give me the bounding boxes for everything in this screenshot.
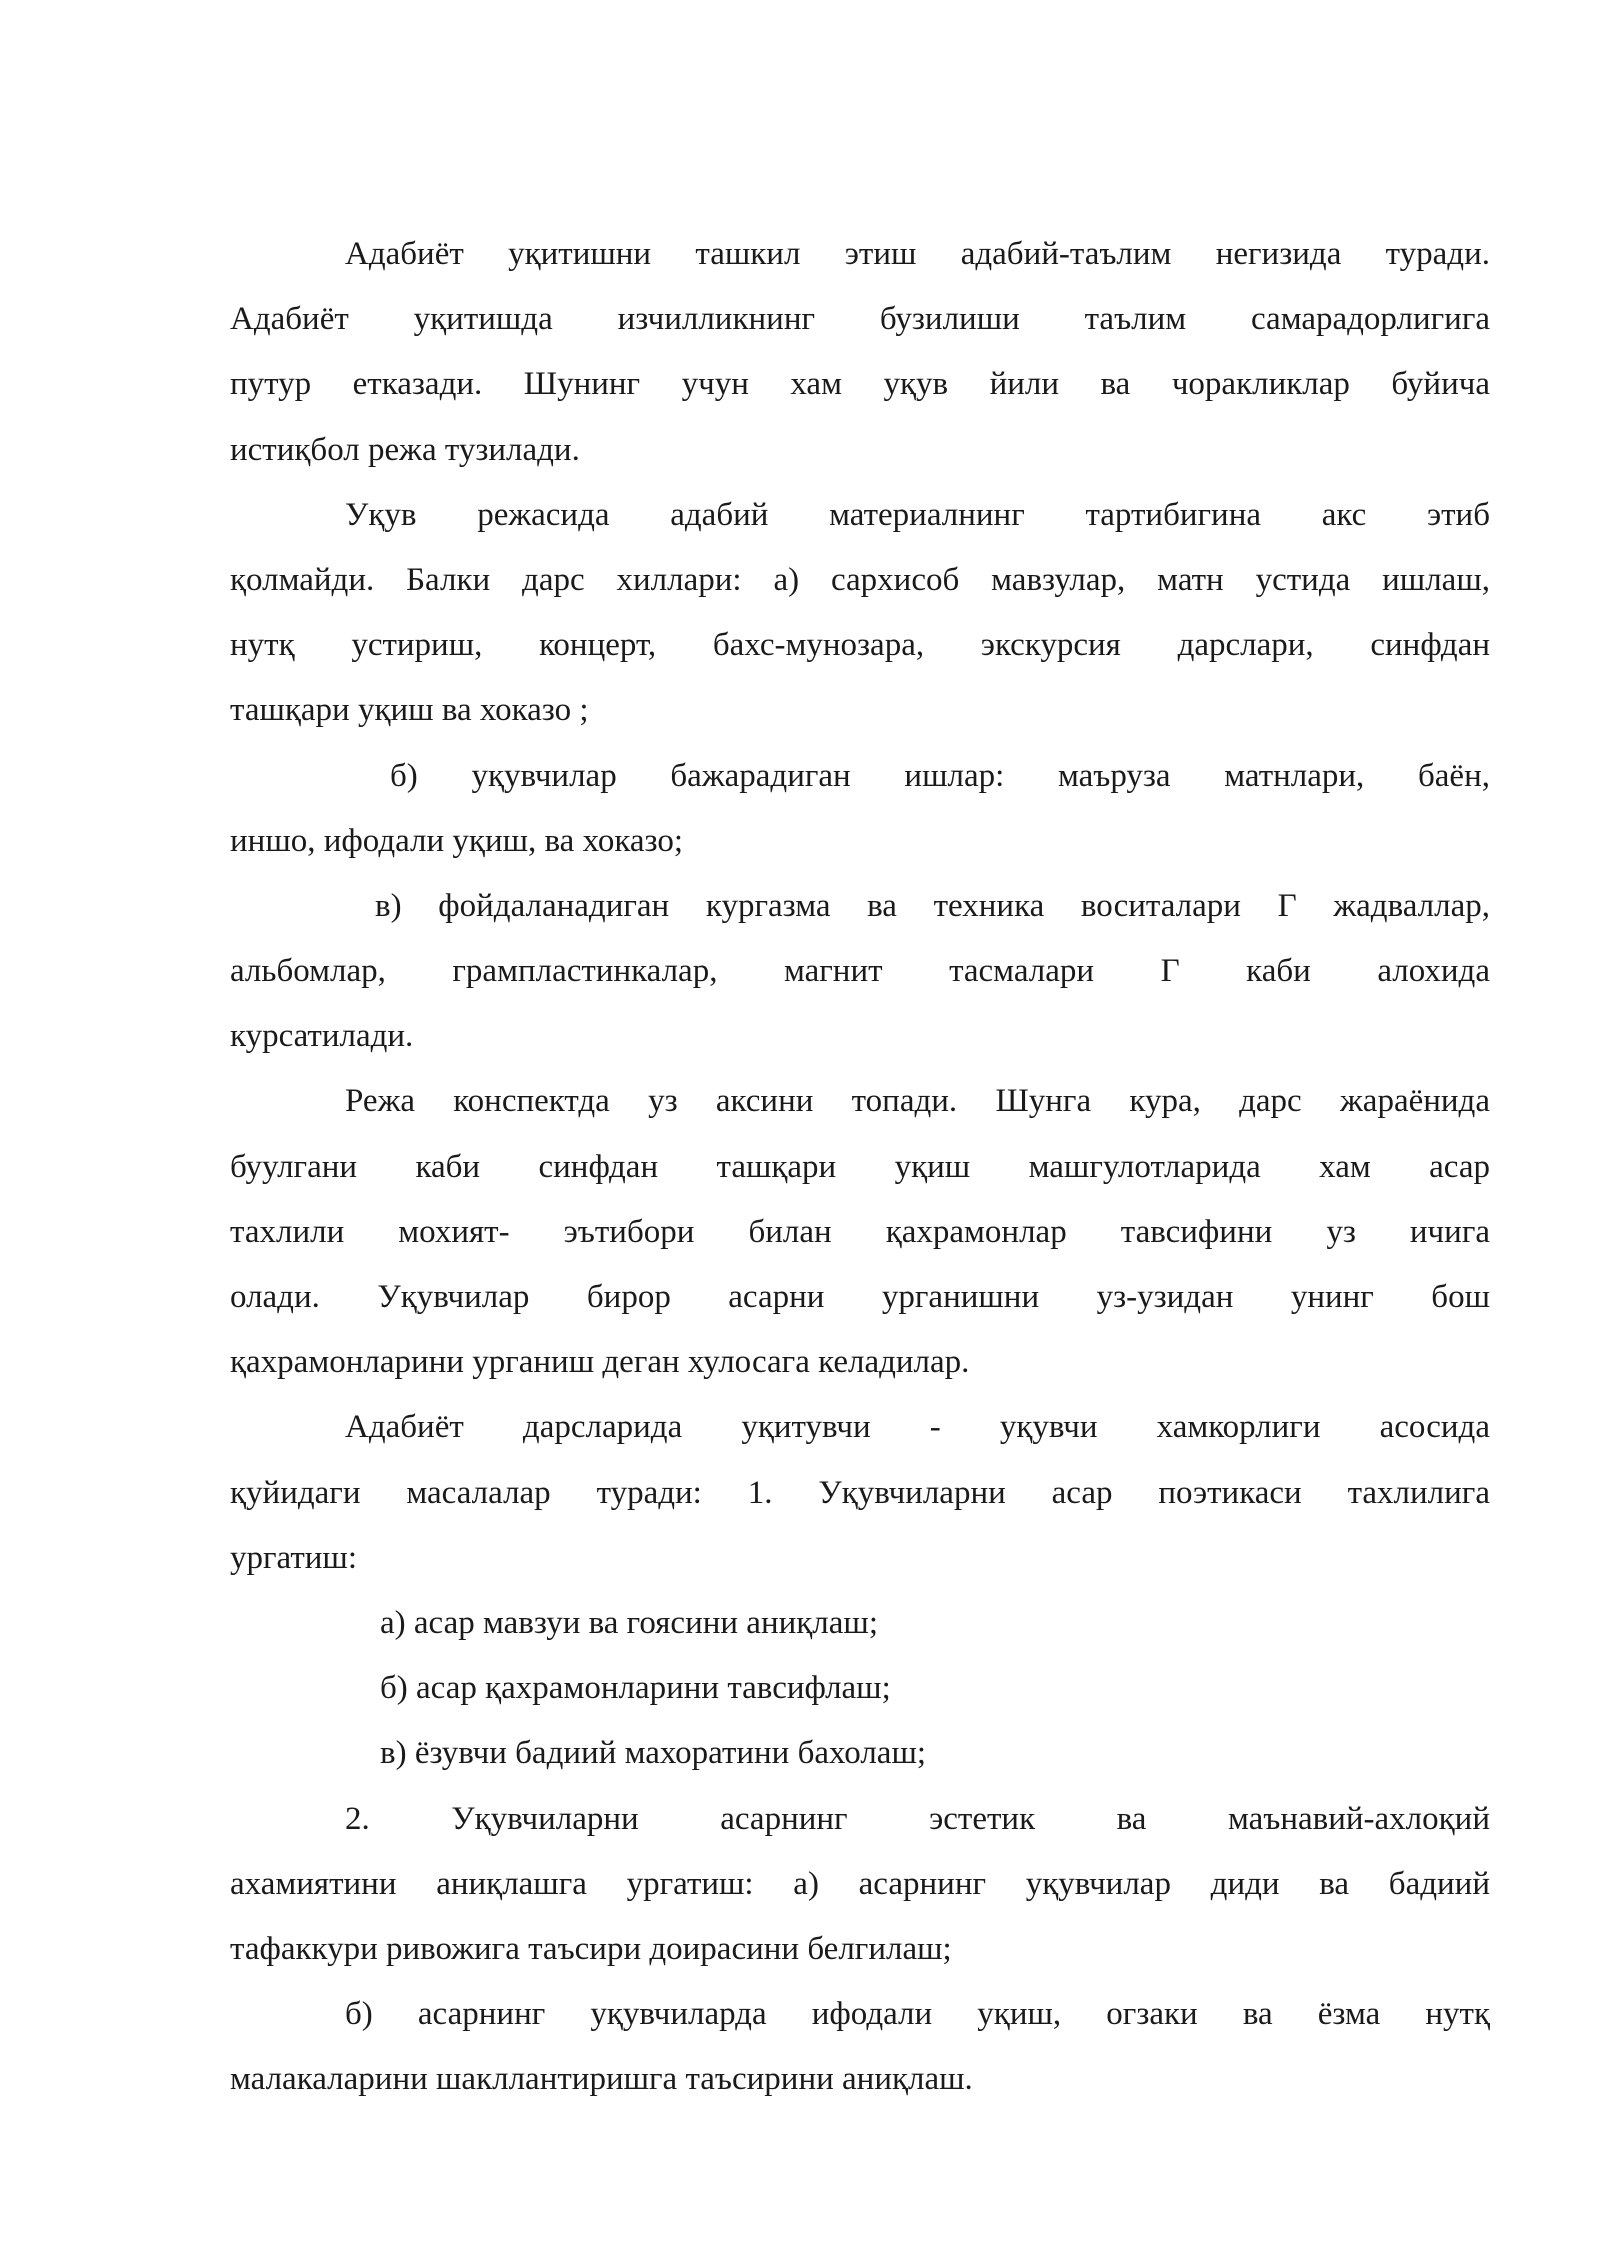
paragraph-line: курсатилади. [230, 1018, 414, 1055]
paragraph-line: альбомлар, грампластинкалар, магнит тасмалари Г каби алохида [230, 953, 1490, 990]
paragraph-line: Режа конспектда уз аксини топади. Шунга кура, дарс жараёнида [345, 1083, 1490, 1120]
paragraph-line: нутқ устириш, концерт, бахс-мунозара, экскурсия дарслари, синфдан [230, 627, 1490, 664]
paragraph-line: малакаларини шакллантиришга таъсирини аниқлаш. [230, 2061, 973, 2098]
list-item: а) асар мавзуи ва гоясини аниқлаш; [380, 1604, 878, 1641]
paragraph-line: тахлили мохият- эътибори билан қахрамонлар тавсифини уз ичига [230, 1213, 1490, 1250]
paragraph-line: олади. Уқувчилар бирор асарни урганишни уз-узидан унинг бош [230, 1279, 1490, 1315]
paragraph-line: Адабиёт уқитишни ташкил этиш адабий-таълим негизида туради. [345, 236, 1490, 272]
paragraph-line: Уқув режасида адабий материалнинг тартибигина акс этиб [345, 496, 1490, 533]
paragraph-line: қуйидаги масалалар туради: 1. Уқувчиларни асар поэтикаси тахлилига [230, 1474, 1490, 1511]
paragraph-line: қолмайди. Балки дарс хиллари: а) сархисоб мавзулар, матн устида ишлаш, [230, 561, 1490, 598]
paragraph-line: ургатиш: [230, 1539, 357, 1576]
list-item: б) асар қахрамонларини тавсифлаш; [380, 1670, 891, 1707]
paragraph-line: тафаккури ривожига таъсири доирасини белгилаш; [230, 1930, 952, 1967]
paragraph-line: путур етказади. Шунинг учун хам уқув йили ва чоракликлар буйича [230, 366, 1490, 403]
list-item: в) ёзувчи бадиий махоратини бахолаш; [380, 1735, 927, 1772]
paragraph-line: 2. Уқувчиларни асарнинг эстетик ва маънавий-ахлоқий [345, 1800, 1490, 1837]
paragraph-line: б) уқувчилар бажарадиган ишлар: маъруза матнлари, баён, [390, 757, 1490, 794]
paragraph-line: қахрамонларини урганиш деган хулосага келадилар. [230, 1344, 970, 1381]
paragraph-line: буулгани каби синфдан ташқари уқиш машгулотларида хам асар [230, 1148, 1490, 1185]
paragraph-line: Адабиёт дарсларида уқитувчи - уқувчи хамкорлиги асосида [345, 1409, 1490, 1446]
paragraph-line: Адабиёт уқитишда изчилликнинг бузилиши таълим самарадорлигига [230, 301, 1490, 338]
document-body [230, 222, 1490, 2112]
paragraph-line: иншо, ифодали уқиш, ва хоказо; [230, 822, 684, 859]
paragraph-line: ахамиятини аниқлашга ургатиш: а) асарнинг уқувчилар диди ва бадиий [230, 1865, 1490, 1902]
paragraph-line: ташқари уқиш ва хоказо ; [230, 692, 589, 729]
paragraph-line: истиқбол режа тузилади. [230, 431, 580, 468]
paragraph-line: б) асарнинг уқувчиларда ифодали уқиш, огзаки ва ёзма нутқ [345, 1996, 1490, 2033]
paragraph-line: в) фойдаланадиган кургазма ва техника воситалари Г жадваллар, [375, 887, 1490, 924]
